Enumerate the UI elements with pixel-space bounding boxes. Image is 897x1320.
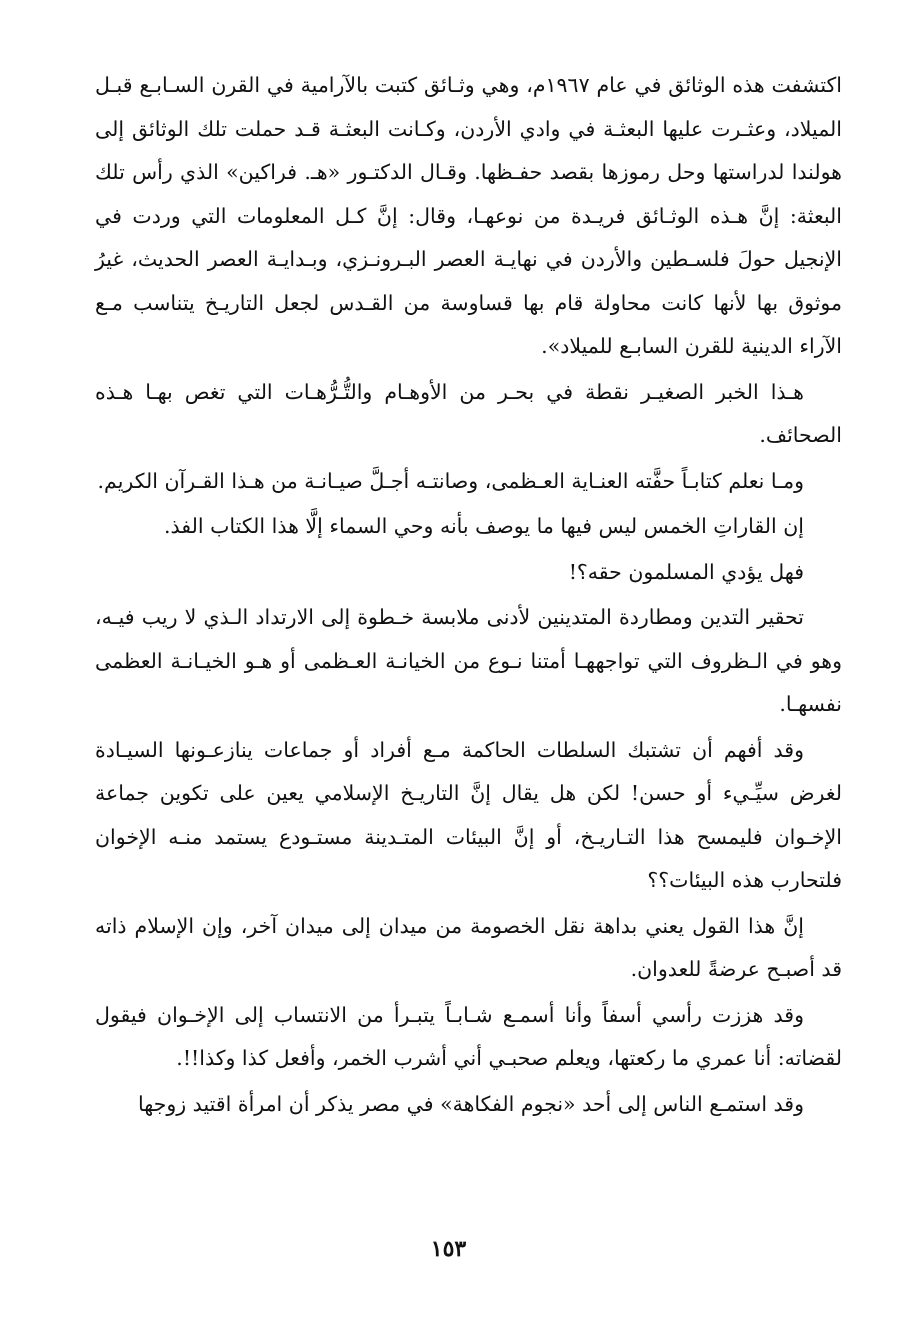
paragraph-contempt-religiosity: تحقير التدين ومطاردة المتدينين لأدنى ملابسة خـطوة إلى الارتداد الـذي لا ريب فيـه، وهو في الـظروف التي تواجههـا أمتنا نـوع من الخيانـة العـظمى أو هـو الخيـانـة العظمى نفسهـا. bbox=[95, 605, 842, 716]
paragraph-young-man: وقد هززت رأسي أسفاً وأنا أسمـع شـابـاً يتبـرأ من الانتساب إلى الإخـوان فيقول لقضاته: أنا عمري ما ركعتها، ويعلم صحبـي أني أشرب الخمر، وأفعل كذا وكذا!!. bbox=[95, 1002, 842, 1070]
paragraph-five-continents: إن القاراتِ الخمس ليس فيها ما يوصف بأنه وحي السماء إلَّا هذا الكتاب الفذ. bbox=[164, 514, 804, 538]
paragraph-documents-discovery: اكتشفت هذه الوثائق في عام ١٩٦٧م، وهي وثـائق كتبت بالآرامية في القرن السـابـع قبـل الميلاد، وعثـرت عليها البعثـة في وادي الأردن، وكـانت البعثـة قـد حملت تلك الوثائق إلى هولندا لدراستها وحل رموزها بقصد حفـظها. وقـال الدكتـور «هـ. فراكين» الذي رأس تلك البعثة: إنَّ هـذه الوثـائق فريـدة من نوعهـا، وقال: إنَّ كـل المعلومات التي وردت في الإنجيل حولَ فلسـطين والأردن في نهايـة العصر البـرونـزي، وبـدايـة العصر الحديث، غيرُ موثوق بها لأنها كانت محاولة قام بها قساوسة من القـدس لجعل التاريـخ يتناسب مـع الآراء الدينية للقرن السابـع للميلاد». bbox=[95, 73, 842, 358]
paragraph-quran-care: ومـا نعلم كتابـاً حفَّته العنـاية العـظمى، وصانتـه أجـلَّ صيـانـة من هـذا القـرآن الكريم. bbox=[97, 468, 804, 493]
page-body bbox=[95, 64, 842, 1128]
paragraph-comedy-star: وقد استمـع الناس إلى أحد «نجوم الفكاهة» في مصر يذكر أن امرأة اقتيد زوجها bbox=[138, 1091, 804, 1116]
paragraph-transfer-hostility: إنَّ هذا القول يعني بداهة نقل الخصومة من ميدان إلى ميدان آخر، وإن الإسلام ذاته قد أصبـح عرضةً للعدوان. bbox=[95, 913, 842, 981]
paragraph-small-news: هـذا الخبر الصغيـر نقطة في بحـر من الأوهـام والتُّـرُّهـات التي تغص بهـا هـذه الصحائف. bbox=[95, 379, 842, 447]
paragraph-authorities-clash: وقد أفهم أن تشتبك السلطات الحاكمة مـع أفراد أو جماعات ينازعـونها السيـادة لغرض سيِّـيء أو حسن! لكن هل يقال إنَّ التاريـخ الإسلامي يعين على تكوين جماعة الإخـوان فليمسح هذا التـاريـخ، أو إنَّ البيئات المتـدينة مستـودع يستمد منـه الإخوان فلتحارب هذه البيئات؟؟ bbox=[95, 737, 842, 892]
paragraph-question: فهل يؤدي المسلمون حقه؟! bbox=[568, 559, 804, 584]
page-number: ١٥٣ bbox=[430, 1236, 467, 1262]
